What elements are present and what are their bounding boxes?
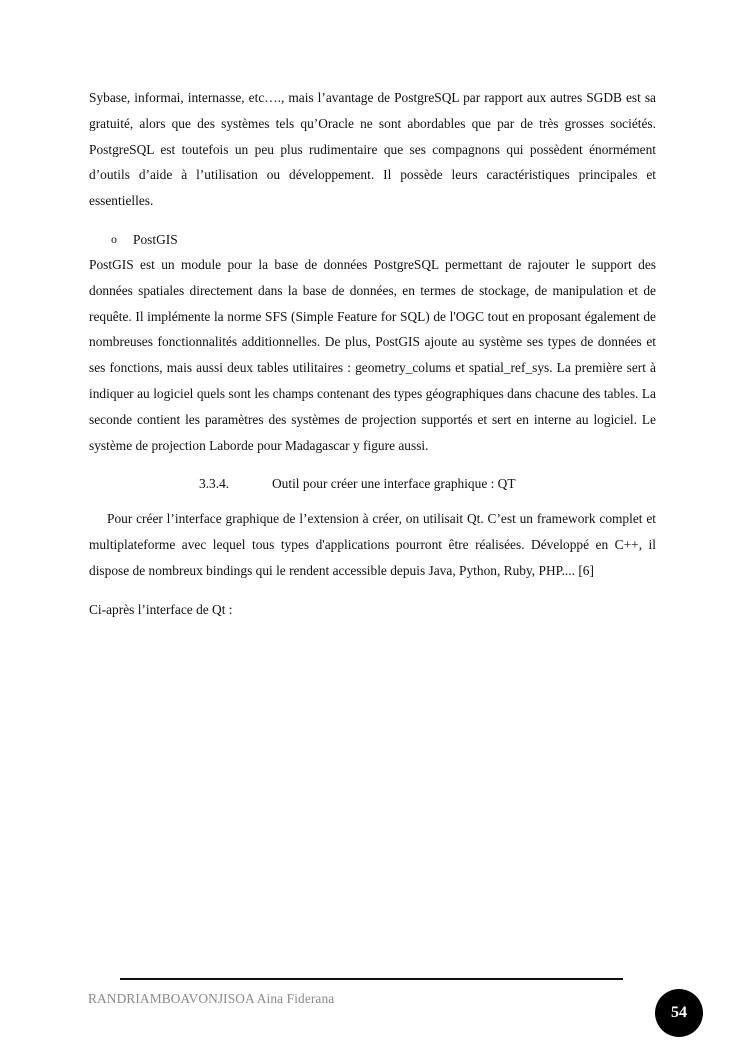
page-number-badge: 54 xyxy=(655,989,703,1037)
section-heading xyxy=(89,471,656,497)
qt-paragraph: Pour créer l’interface graphique de l’extension à créer, on utilisait Qt. C’est un framework complet et multiplateforme avec lequel tous types d'applications pourront être réalisées. Développé en C++, il dispose de nombreux bindings qui le rendent accessible depuis Java, Python, Ruby, PHP.... [6] xyxy=(89,511,656,578)
bullet-circle-icon: o xyxy=(111,231,117,246)
section-title: Outil pour créer une interface graphique : QT xyxy=(272,476,516,492)
document-body xyxy=(89,85,656,623)
bullet-label: PostGIS xyxy=(133,231,178,247)
footer-author: RANDRIAMBOAVONJISOA Aina Fiderana xyxy=(88,991,335,1006)
footer-divider xyxy=(120,978,623,980)
closing-paragraph: Ci-après l’interface de Qt : xyxy=(89,601,233,617)
section-number: 3.3.4. xyxy=(199,476,230,492)
bullet-item-postgis xyxy=(89,227,656,252)
intro-paragraph: Sybase, informai, internasse, etc…., mais l’avantage de PostgreSQL par rapport aux autres SGDB est sa gratuité, alors que des systèmes tels qu’Oracle ne sont abordables que par de très grosses sociétés. PostgreSQL est toutefois un peu plus rudimentaire que ses compagnons qui possèdent énormément d’outils d’aide à l’utilisation ou développement. Il possède leurs caractéristiques principales et essentielles. xyxy=(89,90,656,209)
postgis-paragraph: PostGIS est un module pour la base de données PostgreSQL permettant de rajouter le support des données spatiales directement dans la base de données, en termes de stockage, de manipulation et de requête. Il implémente la norme SFS (Simple Feature for SQL) de l'OGC tout en proposant également de nombreuses fonctionnalités additionnelles. De plus, PostGIS ajoute au système ses types de données et ses fonctions, mais aussi deux tables utilitaires : geometry_colums et spatial_ref_sys. La première sert à indiquer au logiciel quels sont les champs contenant des types géographiques dans chacune des tables. La seconde contient les paramètres des systèmes de projection supportés et sert en interne au logiciel. Le système de projection Laborde pour Madagascar y figure aussi. xyxy=(89,256,656,453)
